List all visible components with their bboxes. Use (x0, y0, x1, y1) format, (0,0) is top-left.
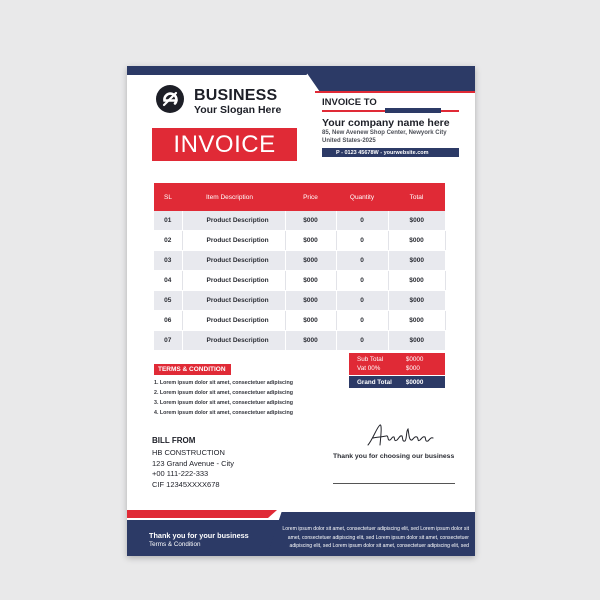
terms-title: TERMS & CONDITION (154, 364, 231, 375)
header-total: Total (388, 183, 445, 211)
header-right-band (302, 66, 475, 91)
vat-value: $000 (405, 365, 420, 372)
grand-total-label: Grand Total (357, 379, 392, 386)
grand-total-row (357, 379, 439, 386)
grand-total-value: $0000 (405, 379, 424, 386)
cell-price: $000 (285, 271, 336, 291)
header-price: Price (285, 183, 336, 211)
cell-quantity: 0 (336, 291, 388, 311)
cell-total: $000 (388, 211, 445, 231)
terms-item: 3. Lorem ipsum dolor sit amet, consectetuer adipiscing (154, 400, 293, 406)
cell-total: $000 (388, 251, 445, 271)
handwritten-signature (365, 421, 435, 451)
cell-quantity: 0 (336, 271, 388, 291)
cell-description: Product Description (182, 211, 285, 231)
header-red-line (315, 91, 475, 93)
cell-sl: 01 (154, 211, 182, 231)
brand-slogan: Your Slogan Here (194, 104, 282, 116)
sub-total-label: Sub Total (357, 356, 384, 363)
header-left-bar (127, 66, 312, 75)
cell-price: $000 (285, 251, 336, 271)
invoice-title-banner: INVOICE (152, 128, 297, 161)
items-table (154, 183, 446, 351)
table-header-row (154, 183, 445, 211)
cell-sl: 07 (154, 331, 182, 351)
cell-price: $000 (285, 331, 336, 351)
bill-from-line: +00 111-222-333 (152, 469, 209, 478)
invoice-to-navy-block (385, 108, 441, 113)
cell-quantity: 0 (336, 231, 388, 251)
table-row (154, 331, 445, 351)
cell-total: $000 (388, 311, 445, 331)
contact-bar: P - 0123 45678W - yourwebsite.com (322, 148, 459, 157)
cell-quantity: 0 (336, 251, 388, 271)
cell-sl: 05 (154, 291, 182, 311)
company-name: Your company name here (322, 117, 450, 129)
bill-from-details (152, 448, 234, 490)
e-letter-logo-icon (155, 84, 185, 114)
table-row (154, 251, 445, 271)
sub-total-value: $0000 (405, 356, 424, 363)
footer-lorem-text: Lorem ipsum dolor sit amet, consectetuer adipiscing elit, sed Lorem ipsum dolor sit amet, consectetuer adipiscing elit, sed Lorem ipsum dolor sit amet, consectetuer adipiscing elit, sed Lorem ipsum dolor sit amet, consectetuer adipiscing elit, sed (282, 526, 469, 549)
totals-box (349, 353, 445, 375)
cell-sl: 02 (154, 231, 182, 251)
header-sl: SL (154, 183, 182, 211)
terms-item: 4. Lorem ipsum dolor sit amet, consectetuer adipiscing (154, 410, 293, 416)
footer-thanks: Thank you for your business (149, 531, 249, 540)
sub-total-row (357, 356, 439, 363)
terms-item: 1. Lorem ipsum dolor sit amet, consectetuer adipiscing (154, 380, 293, 386)
bill-from-line: 123 Grand Avenue - City (152, 458, 234, 468)
table-row (154, 311, 445, 331)
bill-from-line: HB CONSTRUCTION (152, 448, 225, 457)
footer-terms: Terms & Condition (149, 541, 201, 548)
brand-name: BUSINESS (194, 87, 278, 104)
cell-total: $000 (388, 291, 445, 311)
footer-red-stripe (127, 510, 277, 518)
cell-description: Product Description (182, 291, 285, 311)
cell-price: $000 (285, 291, 336, 311)
vat-label: Vat 00% (357, 365, 381, 372)
invoice-to-label: INVOICE TO (322, 97, 377, 108)
bill-from-line: CIF 12345XXXX678 (152, 479, 220, 489)
cell-description: Product Description (182, 271, 285, 291)
grand-total-box (349, 376, 445, 388)
cell-total: $000 (388, 231, 445, 251)
cell-total: $000 (388, 271, 445, 291)
cell-sl: 04 (154, 271, 182, 291)
cell-description: Product Description (182, 231, 285, 251)
invoice-sheet (127, 66, 475, 556)
cell-quantity: 0 (336, 311, 388, 331)
table-row (154, 211, 445, 231)
vat-row (357, 365, 439, 372)
thanks-choosing-text: Thank you for choosing our business (333, 453, 455, 460)
cell-description: Product Description (182, 251, 285, 271)
cell-description: Product Description (182, 311, 285, 331)
bill-from-title: BILL FROM (152, 436, 196, 445)
header-item-description: Item Description (182, 183, 285, 211)
cell-sl: 06 (154, 311, 182, 331)
table-row (154, 271, 445, 291)
terms-item: 2. Lorem ipsum dolor sit amet, consectetuer adipiscing (154, 390, 293, 396)
cell-quantity: 0 (336, 211, 388, 231)
terms-list (154, 378, 324, 418)
header-quantity: Quantity (336, 183, 388, 211)
cell-price: $000 (285, 211, 336, 231)
cell-quantity: 0 (336, 331, 388, 351)
table-row (154, 291, 445, 311)
signature-line (333, 483, 455, 484)
cell-description: Product Description (182, 331, 285, 351)
company-address: 85, New Avenew Shop Center, Newyork City United States-2025 (322, 130, 447, 144)
table-row (154, 231, 445, 251)
cell-sl: 03 (154, 251, 182, 271)
cell-price: $000 (285, 231, 336, 251)
cell-total: $000 (388, 331, 445, 351)
cell-price: $000 (285, 311, 336, 331)
